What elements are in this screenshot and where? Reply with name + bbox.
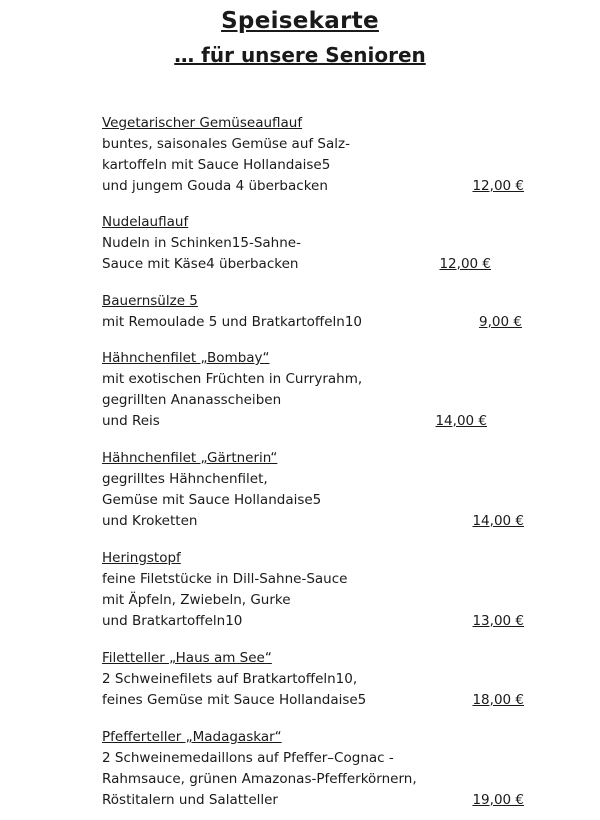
dish-description-line: gegrillten Ananasscheiben xyxy=(102,392,282,408)
dish-price: 12,00 € xyxy=(439,256,491,272)
dish-price: 19,00 € xyxy=(472,792,524,808)
dish-name: Pfefferteller „Madagaskar“ xyxy=(102,729,282,745)
dish-description-line: und jungem Gouda 4 überbacken xyxy=(102,178,328,194)
dish-description-line: Nudeln in Schinken15-Sahne- xyxy=(102,235,301,251)
dish-name: Hähnchenfilet „Gärtnerin“ xyxy=(102,450,278,466)
dish-description-line: feine Filetstücke in Dill-Sahne-Sauce xyxy=(102,571,348,587)
dish-description-line: Röstitalern und Salatteller xyxy=(102,792,278,808)
dish-description-line: und Reis xyxy=(102,413,160,429)
dish-name: Heringstopf xyxy=(102,550,181,566)
dish-price: 14,00 € xyxy=(472,513,524,529)
dish-description-line: 2 Schweinefilets auf Bratkartoffeln10, xyxy=(102,671,358,687)
dish-description-line: gegrilltes Hähnchenfilet, xyxy=(102,471,268,487)
dish-description-line: buntes, saisonales Gemüse auf Salz- xyxy=(102,136,350,152)
dish-price: 14,00 € xyxy=(435,413,487,429)
menu-title: Speisekarte xyxy=(221,8,379,34)
dish-description-line: mit Äpfeln, Zwiebeln, Gurke xyxy=(102,592,291,608)
dish-description-line: und Bratkartoffeln10 xyxy=(102,613,243,629)
dish-price: 12,00 € xyxy=(472,178,524,194)
dish-name: Nudelauflauf xyxy=(102,214,189,230)
dish-price: 18,00 € xyxy=(472,692,524,708)
dish-name: Filetteller „Haus am See“ xyxy=(102,650,272,666)
dish-price: 9,00 € xyxy=(479,314,522,330)
dish-description-line: und Kroketten xyxy=(102,513,198,529)
dish-description-line: mit Remoulade 5 und Bratkartoffeln10 xyxy=(102,314,363,330)
menu-subtitle: … für unsere Senioren xyxy=(174,43,426,67)
dish-description-line: Rahmsauce, grünen Amazonas-Pfefferkörnern, xyxy=(102,771,417,787)
dish-name: Hähnchenfilet „Bombay“ xyxy=(102,350,270,366)
dish-description-line: Gemüse mit Sauce Hollandaise5 xyxy=(102,492,322,508)
dish-description-line: feines Gemüse mit Sauce Hollandaise5 xyxy=(102,692,367,708)
dish-name: Vegetarischer Gemüseauflauf xyxy=(102,115,303,131)
dish-name: Bauernsülze 5 xyxy=(102,293,198,309)
dish-price: 13,00 € xyxy=(472,613,524,629)
dish-description-line: kartoffeln mit Sauce Hollandaise5 xyxy=(102,157,331,173)
dish-description-line: 2 Schweinemedaillons auf Pfeffer–Cognac - xyxy=(102,750,394,766)
dish-description-line: Sauce mit Käse4 überbacken xyxy=(102,256,299,272)
dish-description-line: mit exotischen Früchten in Curryrahm, xyxy=(102,371,363,387)
